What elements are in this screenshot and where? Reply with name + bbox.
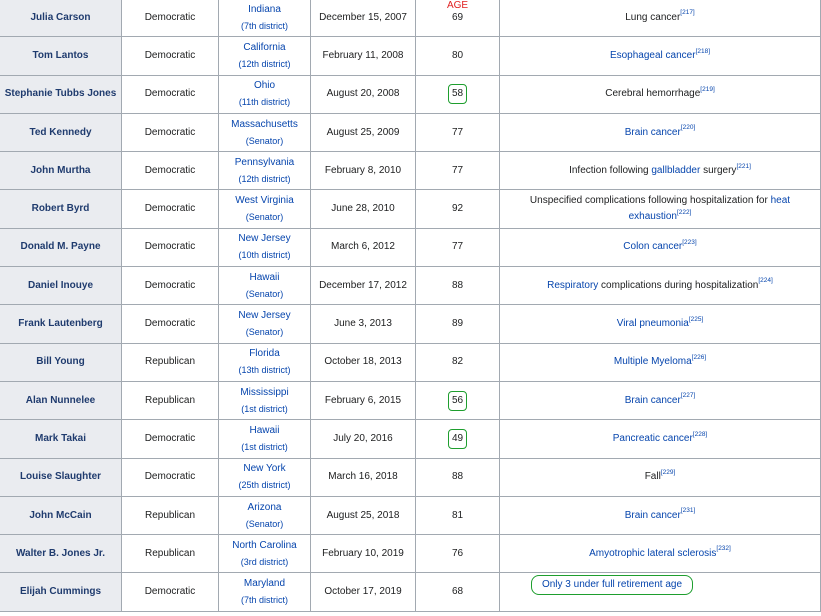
cause-link[interactable]: Brain cancer — [624, 509, 681, 521]
state-cell — [219, 458, 311, 496]
age-value: 76 — [451, 547, 464, 559]
reference-link[interactable]: [232] — [716, 545, 731, 553]
district-link[interactable]: (7th district) — [240, 20, 288, 31]
state-cell — [219, 420, 311, 458]
table-row — [0, 458, 821, 496]
age-value: 49 — [448, 429, 467, 449]
cause-text: Infection following — [569, 164, 652, 176]
date-cell: February 11, 2008 — [311, 37, 416, 75]
cause-cell — [500, 37, 821, 75]
cause-link[interactable]: heat exhaustion — [628, 195, 791, 223]
party-cell: Republican — [122, 381, 219, 419]
member-name[interactable]: Tom Lantos — [0, 37, 122, 75]
state-link[interactable]: Indiana — [248, 3, 281, 15]
state-cell — [219, 190, 311, 228]
member-name[interactable]: Louise Slaughter — [0, 458, 122, 496]
age-cell — [416, 190, 500, 228]
state-cell — [219, 228, 311, 266]
age-value: 89 — [451, 318, 464, 330]
table-row — [0, 573, 821, 611]
district-link[interactable]: (1st district) — [241, 441, 288, 452]
age-value: 69 — [451, 11, 464, 23]
member-name[interactable]: Ted Kennedy — [0, 113, 122, 151]
member-name[interactable]: Frank Lautenberg — [0, 305, 122, 343]
table-row — [0, 305, 821, 343]
age-value: 81 — [451, 509, 464, 521]
district-link[interactable]: (Senator) — [245, 288, 284, 299]
cause-cell — [500, 458, 821, 496]
age-cell — [416, 37, 500, 75]
age-cell — [416, 228, 500, 266]
age-cell — [416, 420, 500, 458]
district-link[interactable]: (3rd district) — [240, 556, 289, 567]
state-link[interactable]: Arizona — [247, 501, 282, 513]
district-link[interactable]: (Senator) — [245, 135, 284, 146]
age-cell — [416, 573, 500, 611]
table-row — [0, 228, 821, 266]
date-cell: August 25, 2009 — [311, 113, 416, 151]
age-value: 77 — [451, 241, 464, 253]
age-value: 92 — [451, 203, 464, 215]
cause-link[interactable]: Amyotrophic lateral sclerosis — [589, 547, 717, 559]
cause-link[interactable]: Respiratory — [547, 279, 599, 291]
age-cell — [416, 113, 500, 151]
state-link[interactable]: Massachusetts — [231, 118, 298, 130]
age-cell — [416, 0, 500, 37]
district-link[interactable]: (11th district) — [238, 97, 291, 108]
district-link[interactable]: (12th district) — [238, 58, 291, 69]
table-row — [0, 152, 821, 190]
date-cell: June 3, 2013 — [311, 305, 416, 343]
member-name[interactable]: Mark Takai — [0, 420, 122, 458]
district-link[interactable]: (1st district) — [241, 403, 288, 414]
age-value: 68 — [451, 586, 464, 598]
party-cell: Democratic — [122, 305, 219, 343]
cause-text: Lung cancer — [625, 11, 681, 23]
date-cell: February 8, 2010 — [311, 152, 416, 190]
age-cell — [416, 381, 500, 419]
date-cell: October 18, 2013 — [311, 343, 416, 381]
party-cell: Democratic — [122, 113, 219, 151]
reference-link[interactable]: [223] — [682, 239, 697, 247]
state-cell — [219, 535, 311, 573]
cause-cell — [500, 0, 821, 37]
state-link[interactable]: Maryland — [243, 578, 286, 590]
cause-cell — [500, 496, 821, 534]
table-row — [0, 496, 821, 534]
member-name[interactable]: Daniel Inouye — [0, 267, 122, 305]
cause-cell — [500, 267, 821, 305]
state-link[interactable]: Hawaii — [249, 271, 280, 283]
age-value: 82 — [451, 356, 464, 368]
cause-link[interactable]: Viral pneumonia — [616, 318, 689, 330]
reference-link[interactable]: [224] — [758, 277, 773, 285]
cause-cell — [500, 228, 821, 266]
party-cell: Democratic — [122, 267, 219, 305]
cause-cell — [500, 113, 821, 151]
district-link[interactable]: (Senator) — [245, 518, 284, 529]
age-value: 80 — [451, 49, 464, 61]
district-link[interactable]: (13th district) — [238, 365, 291, 376]
state-cell — [219, 0, 311, 37]
reference-link[interactable]: [226] — [691, 353, 707, 361]
cause-text: Cerebral hemorrhage — [605, 88, 701, 100]
cause-cell — [500, 343, 821, 381]
state-cell — [219, 573, 311, 611]
state-link[interactable]: Hawaii — [249, 424, 280, 436]
reference-link[interactable]: [225] — [688, 315, 704, 323]
state-cell — [219, 496, 311, 534]
district-link[interactable]: (Senator) — [245, 212, 284, 223]
table-row — [0, 37, 821, 75]
party-cell: Democratic — [122, 0, 219, 37]
reference-link[interactable]: [228] — [692, 430, 708, 438]
state-cell — [219, 305, 311, 343]
table-row — [0, 75, 821, 113]
cause-link[interactable]: Multiple Myeloma — [613, 356, 692, 368]
table-row — [0, 420, 821, 458]
cause-cell — [500, 535, 821, 573]
state-cell — [219, 267, 311, 305]
state-link[interactable]: Ohio — [253, 80, 276, 92]
member-name[interactable]: Alan Nunnelee — [0, 381, 122, 419]
party-cell: Democratic — [122, 458, 219, 496]
cause-text: Unspecified complications following hospitalization for — [529, 195, 771, 207]
date-cell: June 28, 2010 — [311, 190, 416, 228]
state-cell — [219, 75, 311, 113]
age-value: 56 — [448, 391, 467, 411]
age-cell — [416, 343, 500, 381]
party-cell: Democratic — [122, 75, 219, 113]
cause-cell — [500, 152, 821, 190]
state-link[interactable]: New York — [243, 463, 286, 475]
reference-link[interactable]: [229] — [660, 468, 676, 476]
table-row — [0, 381, 821, 419]
reference-link[interactable]: [221] — [736, 162, 751, 170]
age-cell — [416, 458, 500, 496]
reference-link[interactable]: [231] — [680, 507, 696, 515]
date-cell: August 20, 2008 — [311, 75, 416, 113]
district-link[interactable]: (7th district) — [240, 595, 288, 606]
party-cell: Democratic — [122, 573, 219, 611]
member-name[interactable]: Stephanie Tubbs Jones — [0, 75, 122, 113]
age-value: 88 — [451, 279, 464, 291]
reference-link[interactable]: [220] — [680, 124, 696, 132]
district-link[interactable]: (25th district) — [238, 480, 291, 491]
member-name[interactable]: John Murtha — [0, 152, 122, 190]
party-cell: Democratic — [122, 190, 219, 228]
age-cell — [416, 496, 500, 534]
annotation-note: Only 3 under full retirement age — [531, 575, 693, 595]
cause-link[interactable]: Colon cancer — [623, 241, 683, 253]
cause-cell — [500, 75, 821, 113]
age-header-label: AGE — [446, 0, 469, 11]
table-row — [0, 113, 821, 151]
age-cell — [416, 305, 500, 343]
party-cell: Republican — [122, 496, 219, 534]
state-cell — [219, 343, 311, 381]
member-name[interactable]: Bill Young — [0, 343, 122, 381]
cause-cell — [500, 190, 821, 228]
cause-link[interactable]: Esophageal cancer — [609, 49, 696, 61]
cause-text-after: complications during hospitalization — [598, 279, 759, 291]
party-cell: Democratic — [122, 228, 219, 266]
date-cell: February 6, 2015 — [311, 381, 416, 419]
table-row — [0, 0, 821, 37]
state-cell — [219, 381, 311, 419]
cause-link[interactable]: gallbladder — [651, 164, 701, 176]
cause-cell — [500, 381, 821, 419]
date-cell: December 17, 2012 — [311, 267, 416, 305]
age-value: 88 — [451, 471, 464, 483]
age-cell — [416, 267, 500, 305]
cause-link[interactable]: Pancreatic cancer — [612, 432, 693, 444]
party-cell: Republican — [122, 343, 219, 381]
cause-text-after: surgery — [700, 164, 737, 176]
date-cell: February 10, 2019 — [311, 535, 416, 573]
state-cell — [219, 152, 311, 190]
table-row — [0, 190, 821, 228]
date-cell: March 6, 2012 — [311, 228, 416, 266]
state-link[interactable]: West Virginia — [235, 195, 294, 207]
reference-link[interactable]: [217] — [680, 9, 695, 17]
age-cell — [416, 535, 500, 573]
member-name[interactable]: Walter B. Jones Jr. — [0, 535, 122, 573]
member-name[interactable]: Julia Carson — [0, 0, 122, 37]
table-row — [0, 343, 821, 381]
party-cell: Democratic — [122, 420, 219, 458]
reference-link[interactable]: [227] — [680, 392, 696, 400]
date-cell: December 15, 2007 — [311, 0, 416, 37]
table-row — [0, 267, 821, 305]
state-link[interactable]: Florida — [249, 348, 280, 360]
age-value: 77 — [451, 126, 464, 138]
state-link[interactable]: New Jersey — [238, 233, 291, 245]
state-link[interactable]: New Jersey — [238, 310, 291, 322]
cause-link[interactable]: Brain cancer — [624, 394, 681, 406]
member-name[interactable]: John McCain — [0, 496, 122, 534]
member-name[interactable]: Donald M. Payne — [0, 228, 122, 266]
district-link[interactable]: (Senator) — [245, 327, 284, 338]
state-cell — [219, 37, 311, 75]
state-link[interactable]: North Carolina — [232, 539, 297, 551]
member-name[interactable]: Robert Byrd — [0, 190, 122, 228]
state-link[interactable]: Pennsylvania — [234, 156, 295, 168]
reference-link[interactable]: [218] — [695, 47, 711, 55]
cause-link[interactable]: Brain cancer — [624, 126, 681, 138]
cause-cell — [500, 305, 821, 343]
party-cell: Democratic — [122, 152, 219, 190]
date-cell: August 25, 2018 — [311, 496, 416, 534]
age-cell — [416, 75, 500, 113]
district-link[interactable]: (12th district) — [238, 173, 291, 184]
table-row — [0, 535, 821, 573]
state-cell — [219, 113, 311, 151]
cause-cell — [500, 420, 821, 458]
age-value: 58 — [448, 84, 467, 104]
reference-link[interactable]: [222] — [676, 208, 692, 216]
age-value: 77 — [451, 164, 464, 176]
party-cell: Democratic — [122, 37, 219, 75]
state-link[interactable]: California — [243, 41, 286, 53]
member-name[interactable]: Elijah Cummings — [0, 573, 122, 611]
date-cell: October 17, 2019 — [311, 573, 416, 611]
cause-text: Fall — [644, 471, 661, 483]
reference-link[interactable]: [219] — [700, 85, 715, 93]
state-link[interactable]: Mississippi — [240, 386, 289, 398]
date-cell: March 16, 2018 — [311, 458, 416, 496]
age-cell — [416, 152, 500, 190]
district-link[interactable]: (10th district) — [238, 250, 291, 261]
date-cell: July 20, 2016 — [311, 420, 416, 458]
party-cell: Republican — [122, 535, 219, 573]
